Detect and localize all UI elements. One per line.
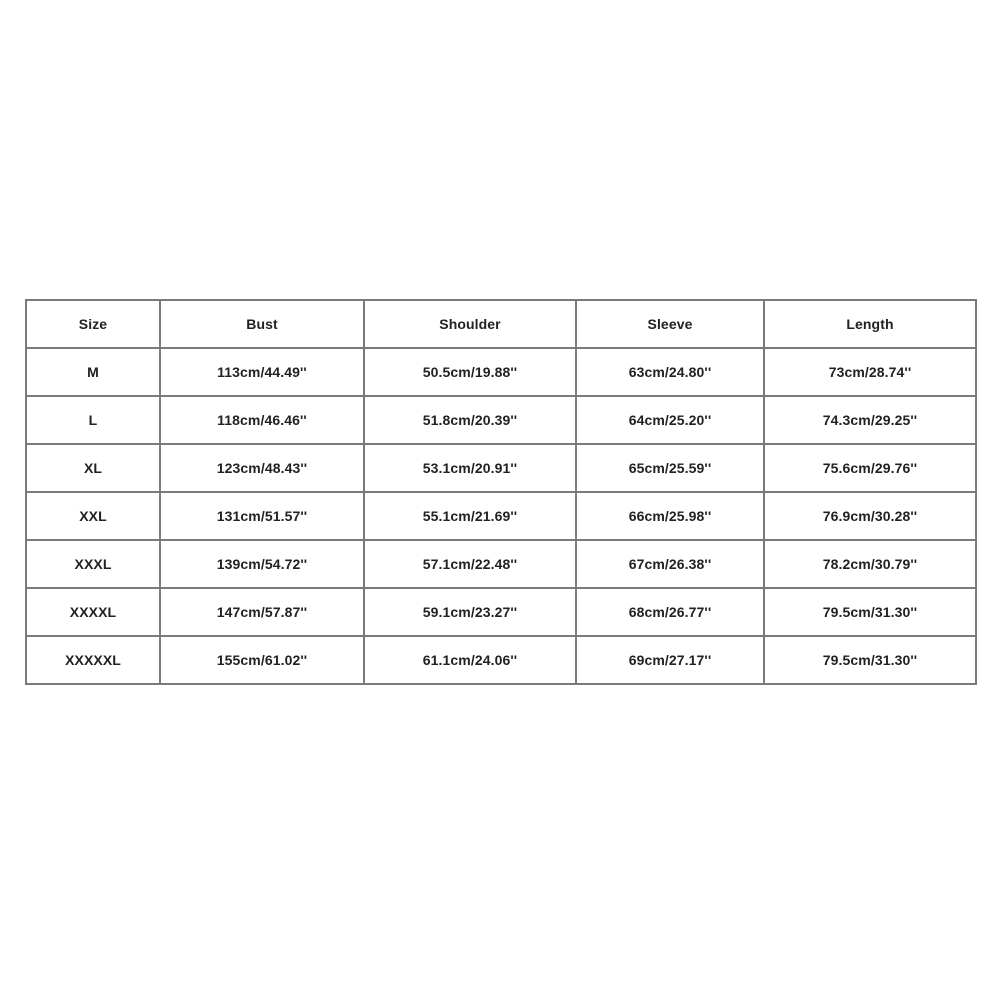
cell-sleeve: 69cm/27.17'' <box>576 636 764 684</box>
cell-bust: 131cm/51.57'' <box>160 492 364 540</box>
cell-shoulder: 61.1cm/24.06'' <box>364 636 576 684</box>
cell-length: 75.6cm/29.76'' <box>764 444 976 492</box>
header-shoulder: Shoulder <box>364 300 576 348</box>
cell-sleeve: 66cm/25.98'' <box>576 492 764 540</box>
cell-shoulder: 59.1cm/23.27'' <box>364 588 576 636</box>
cell-size: XXL <box>26 492 160 540</box>
header-length: Length <box>764 300 976 348</box>
cell-sleeve: 68cm/26.77'' <box>576 588 764 636</box>
table-row <box>26 348 976 396</box>
cell-size: XXXL <box>26 540 160 588</box>
cell-size: XXXXXL <box>26 636 160 684</box>
table-row <box>26 396 976 444</box>
cell-bust: 139cm/54.72'' <box>160 540 364 588</box>
size-chart-table <box>25 299 977 685</box>
table-row <box>26 492 976 540</box>
cell-length: 78.2cm/30.79'' <box>764 540 976 588</box>
cell-bust: 155cm/61.02'' <box>160 636 364 684</box>
table-row <box>26 636 976 684</box>
table-row <box>26 588 976 636</box>
cell-sleeve: 67cm/26.38'' <box>576 540 764 588</box>
header-bust: Bust <box>160 300 364 348</box>
cell-size: M <box>26 348 160 396</box>
cell-shoulder: 57.1cm/22.48'' <box>364 540 576 588</box>
cell-length: 74.3cm/29.25'' <box>764 396 976 444</box>
cell-size: L <box>26 396 160 444</box>
header-sleeve: Sleeve <box>576 300 764 348</box>
header-size: Size <box>26 300 160 348</box>
cell-sleeve: 63cm/24.80'' <box>576 348 764 396</box>
cell-bust: 118cm/46.46'' <box>160 396 364 444</box>
cell-bust: 123cm/48.43'' <box>160 444 364 492</box>
cell-sleeve: 65cm/25.59'' <box>576 444 764 492</box>
cell-bust: 113cm/44.49'' <box>160 348 364 396</box>
cell-shoulder: 51.8cm/20.39'' <box>364 396 576 444</box>
cell-length: 73cm/28.74'' <box>764 348 976 396</box>
cell-shoulder: 50.5cm/19.88'' <box>364 348 576 396</box>
table-row <box>26 444 976 492</box>
cell-size: XL <box>26 444 160 492</box>
table-row <box>26 540 976 588</box>
cell-sleeve: 64cm/25.20'' <box>576 396 764 444</box>
table-header-row <box>26 300 976 348</box>
cell-size: XXXXL <box>26 588 160 636</box>
cell-length: 79.5cm/31.30'' <box>764 636 976 684</box>
cell-length: 76.9cm/30.28'' <box>764 492 976 540</box>
cell-shoulder: 53.1cm/20.91'' <box>364 444 576 492</box>
cell-bust: 147cm/57.87'' <box>160 588 364 636</box>
cell-shoulder: 55.1cm/21.69'' <box>364 492 576 540</box>
cell-length: 79.5cm/31.30'' <box>764 588 976 636</box>
